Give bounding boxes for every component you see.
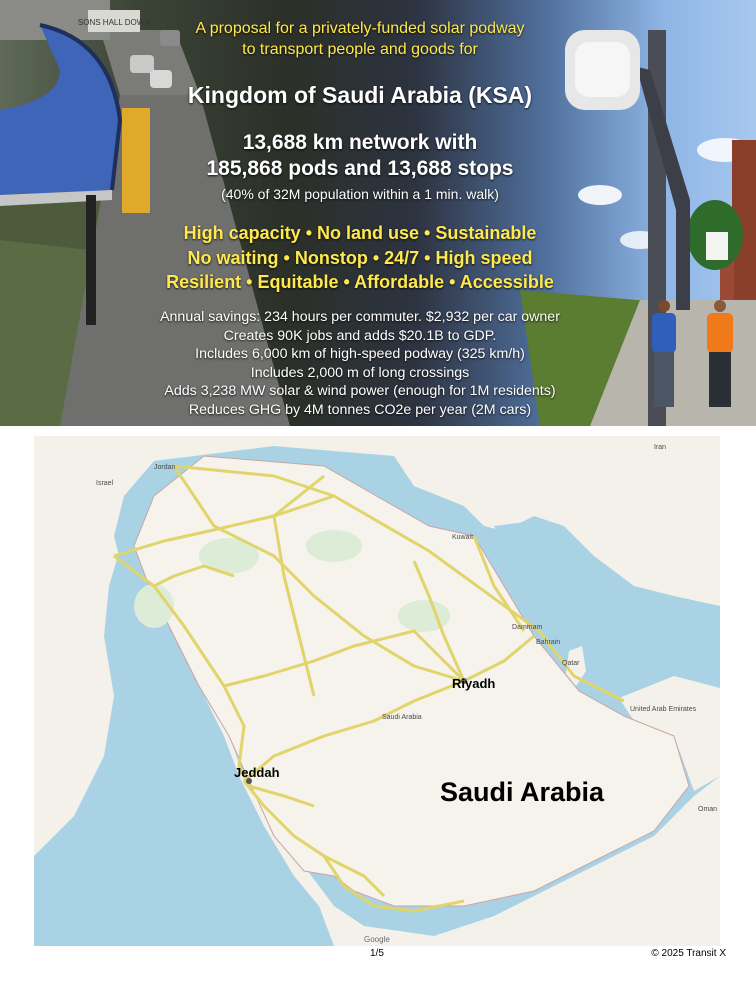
intro-line-2: to transport people and goods for bbox=[242, 41, 478, 58]
map-label-qatar: Qatar bbox=[562, 660, 580, 667]
map-label-saudi-arabia-small: Saudi Arabia bbox=[382, 714, 422, 721]
network-map[interactable] bbox=[34, 436, 720, 946]
facts-list bbox=[100, 308, 620, 420]
city-label-jeddah: Jeddah bbox=[234, 765, 280, 780]
network-line-2: 185,868 pods and 13,688 stops bbox=[206, 157, 514, 180]
map-label-israel: Israel bbox=[96, 480, 114, 487]
page-title: Kingdom of Saudi Arabia (KSA) bbox=[187, 82, 533, 108]
map-label-dammam: Dammam bbox=[512, 624, 543, 631]
intro-line-1: A proposal for a privately-funded solar podway bbox=[195, 20, 525, 37]
benefit-line: No waiting • Nonstop • 24/7 • High speed bbox=[187, 247, 533, 268]
fact-line: Annual savings: 234 hours per commuter. $2,932 per car owner bbox=[160, 309, 560, 325]
map-label-oman: Oman bbox=[698, 806, 718, 813]
hero-banner bbox=[0, 0, 756, 426]
fact-line: Creates 90K jobs and adds $20.1B to GDP. bbox=[223, 327, 497, 344]
map-label-iran: Iran bbox=[654, 444, 667, 451]
country-label: Saudi Arabia bbox=[440, 777, 605, 807]
page-number: 1/5 bbox=[370, 948, 384, 959]
map-label-bahrain: Bahrain bbox=[536, 639, 561, 646]
network-line-1: 13,688 km network with bbox=[242, 131, 478, 154]
benefit-line: High capacity • No land use • Sustainable bbox=[183, 223, 537, 243]
fact-line: Reduces GHG by 4M tonnes CO2e per year (2M cars) bbox=[188, 401, 532, 418]
map-label-uae: United Arab Emirates bbox=[630, 706, 697, 713]
proposal-intro bbox=[110, 18, 610, 60]
map-label-jordan: Jordan bbox=[154, 464, 176, 471]
map-attribution: Google bbox=[364, 935, 390, 944]
map-label-kuwait: Kuwait bbox=[452, 534, 474, 541]
fact-line: Includes 6,000 km of high-speed podway (325 km/h) bbox=[195, 346, 525, 363]
map-canvas bbox=[34, 436, 720, 946]
network-summary bbox=[110, 130, 610, 182]
population-note: (40% of 32M population within a 1 min. walk) bbox=[221, 186, 499, 202]
benefits-list bbox=[95, 221, 625, 295]
fact-line: Includes 2,000 m of long crossings bbox=[250, 364, 470, 381]
road-sign-text: SONS HALL DOWN bbox=[77, 18, 151, 27]
city-label-riyadh: Riyadh bbox=[452, 676, 496, 691]
fact-line: Adds 3,238 MW solar & wind power (enough for 1M residents) bbox=[164, 383, 556, 400]
benefit-line: Resilient • Equitable • Affordable • Accessible bbox=[166, 272, 554, 292]
copyright-notice: © 2025 Transit X bbox=[651, 948, 726, 959]
